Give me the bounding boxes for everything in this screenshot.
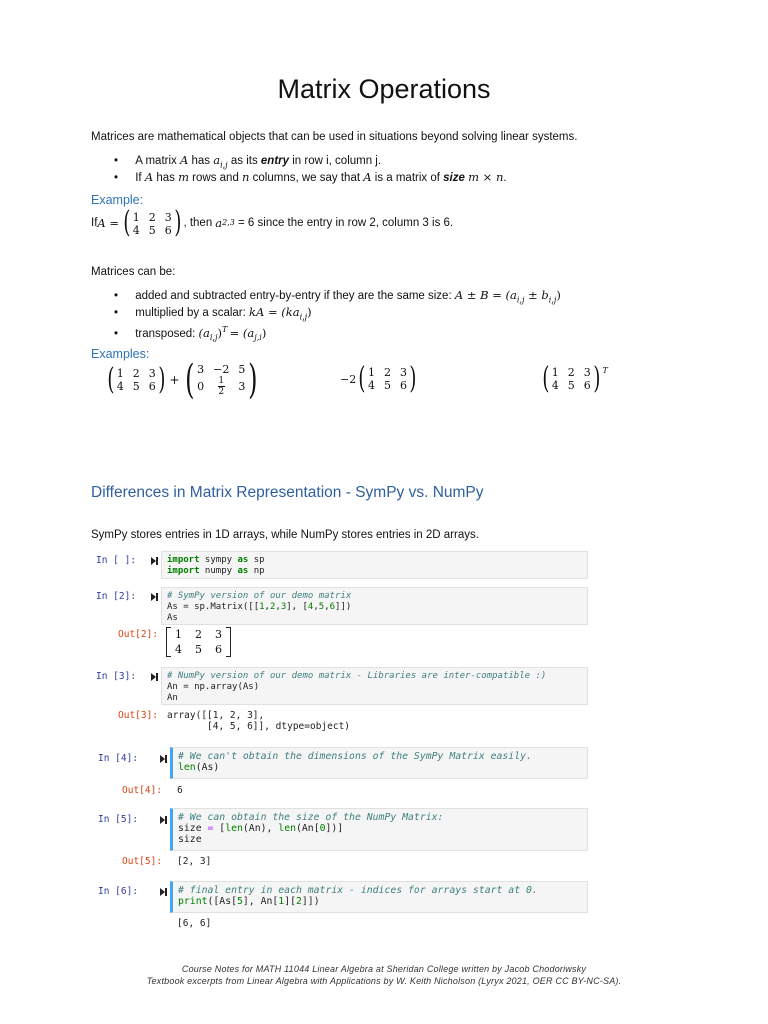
code-cell-5[interactable]: # We can obtain the size of the NumPy Matrix: size = [len(An), len(An[0])] size bbox=[170, 808, 588, 851]
section-intro: SymPy stores entries in 1D arrays, while NumPy stores entries in 2D arrays. bbox=[91, 529, 479, 541]
cell-3-out-prompt: Out[3]: bbox=[118, 710, 159, 721]
run-cell-icon[interactable] bbox=[160, 755, 165, 763]
intro-text: Matrices are mathematical objects that can be used in situations beyond solving linear systems. bbox=[91, 131, 578, 143]
code-cell-6[interactable]: # final entry in each matrix - indices for arrays start at 0. print([As[5], An[1][2]]) bbox=[170, 881, 588, 913]
bullet-dot: • bbox=[114, 172, 119, 184]
cell-4-output: 6 bbox=[177, 785, 183, 796]
bullet-entry: • A matrix A has $a_{i,j}$ as its entry in row i, column j. bbox=[114, 153, 382, 170]
example-matrix: ( 1 2 3 4 5 6 ) bbox=[123, 205, 182, 240]
run-cell-icon[interactable] bbox=[151, 673, 156, 681]
cell-3-output: array([[1, 2, 3], [4, 5, 6]], dtype=object) bbox=[167, 710, 351, 732]
example-transpose: ( 1 2 3 4 5 6 ) T bbox=[542, 361, 608, 396]
cell-3-prompt: In [3]: bbox=[96, 671, 137, 682]
cell-1-prompt: In [ ]: bbox=[96, 555, 137, 566]
bullet-transpose: • transposed: $(a_{i,j})^T = (a_{j,i})$ bbox=[114, 325, 267, 343]
sympy-matrix-output: 1 2 3 4 5 6 bbox=[166, 627, 231, 657]
run-cell-icon[interactable] bbox=[160, 888, 165, 896]
page-title: Matrix Operations bbox=[277, 74, 491, 104]
can-be-text: Matrices can be: bbox=[91, 266, 176, 278]
bullet-scalar: • multiplied by a scalar: kA = $(ka_{i,j})$ bbox=[114, 305, 312, 322]
code-cell-1[interactable]: import sympy as sp import numpy as np bbox=[161, 551, 588, 579]
run-cell-icon[interactable] bbox=[160, 816, 165, 824]
example-heading: Example: bbox=[91, 193, 144, 207]
matrix-right: ( 3 −2 5 0 $\frac{1}{2}$ 3 ) bbox=[184, 357, 258, 403]
code-cell-4[interactable]: # We can't obtain the dimensions of the SymPy Matrix easily. len(As) bbox=[170, 747, 588, 779]
footer-course: Course Notes for MATH 11044 Linear Algebra at Sheridan College written by Jacob Chodoriwsky bbox=[181, 964, 587, 974]
example-scalar: −2 ( 1 2 3 4 5 6 ) bbox=[340, 361, 417, 396]
cell-2-out-prompt: Out[2]: bbox=[118, 629, 159, 640]
cell-5-output: [2, 3] bbox=[177, 856, 212, 867]
cell-2-prompt: In [2]: bbox=[96, 591, 137, 602]
bullet-add: • added and subtracted entry-by-entry if they are the same size: $A \pm B = (a_{i,j} \pm b_{i,j})$ bbox=[114, 288, 561, 305]
cell-4-prompt: In [4]: bbox=[98, 753, 139, 764]
cell-4-out-prompt: Out[4]: bbox=[122, 785, 163, 796]
run-cell-icon[interactable] bbox=[151, 593, 156, 601]
cell-5-out-prompt: Out[5]: bbox=[122, 856, 163, 867]
code-cell-3[interactable]: # NumPy version of our demo matrix - Libraries are inter-compatible :) An = np.array(As) An bbox=[161, 667, 588, 705]
section-heading: Differences in Matrix Representation - SymPy vs. NumPy bbox=[91, 484, 484, 501]
footer-textbook: Textbook excerpts from Linear Algebra with Applications by W. Keith Nicholson (Lyryx 2021, OER CC BY-NC-SA). bbox=[146, 976, 622, 986]
fraction: $\frac{1}{2}$ bbox=[218, 376, 225, 397]
cell-5-prompt: In [5]: bbox=[98, 814, 139, 825]
examples-heading: Examples: bbox=[91, 347, 150, 361]
code-cell-2[interactable]: # SymPy version of our demo matrix As = sp.Matrix([[1,2,3], [4,5,6]]) As bbox=[161, 587, 588, 625]
cell-6-output: [6, 6] bbox=[177, 918, 212, 929]
example-line: If A = ( 1 2 3 4 5 6 ) , then a 2,3 = 6 since the entry in row 2, column 3 is 6. bbox=[91, 205, 454, 240]
bullet-size: • If A has m rows and n columns, we say that A is a matrix of size m × n. bbox=[114, 170, 507, 184]
bullet-dot: • bbox=[114, 155, 119, 167]
run-cell-icon[interactable] bbox=[151, 557, 156, 565]
cell-6-prompt: In [6]: bbox=[98, 886, 139, 897]
matrix-left: ( 1 2 3 4 5 6 ) bbox=[107, 362, 166, 397]
example-sum: ( 1 2 3 4 5 6 ) + ( 3 −2 5 0 $\frac{1}{2}$ 3 ) bbox=[105, 363, 261, 397]
